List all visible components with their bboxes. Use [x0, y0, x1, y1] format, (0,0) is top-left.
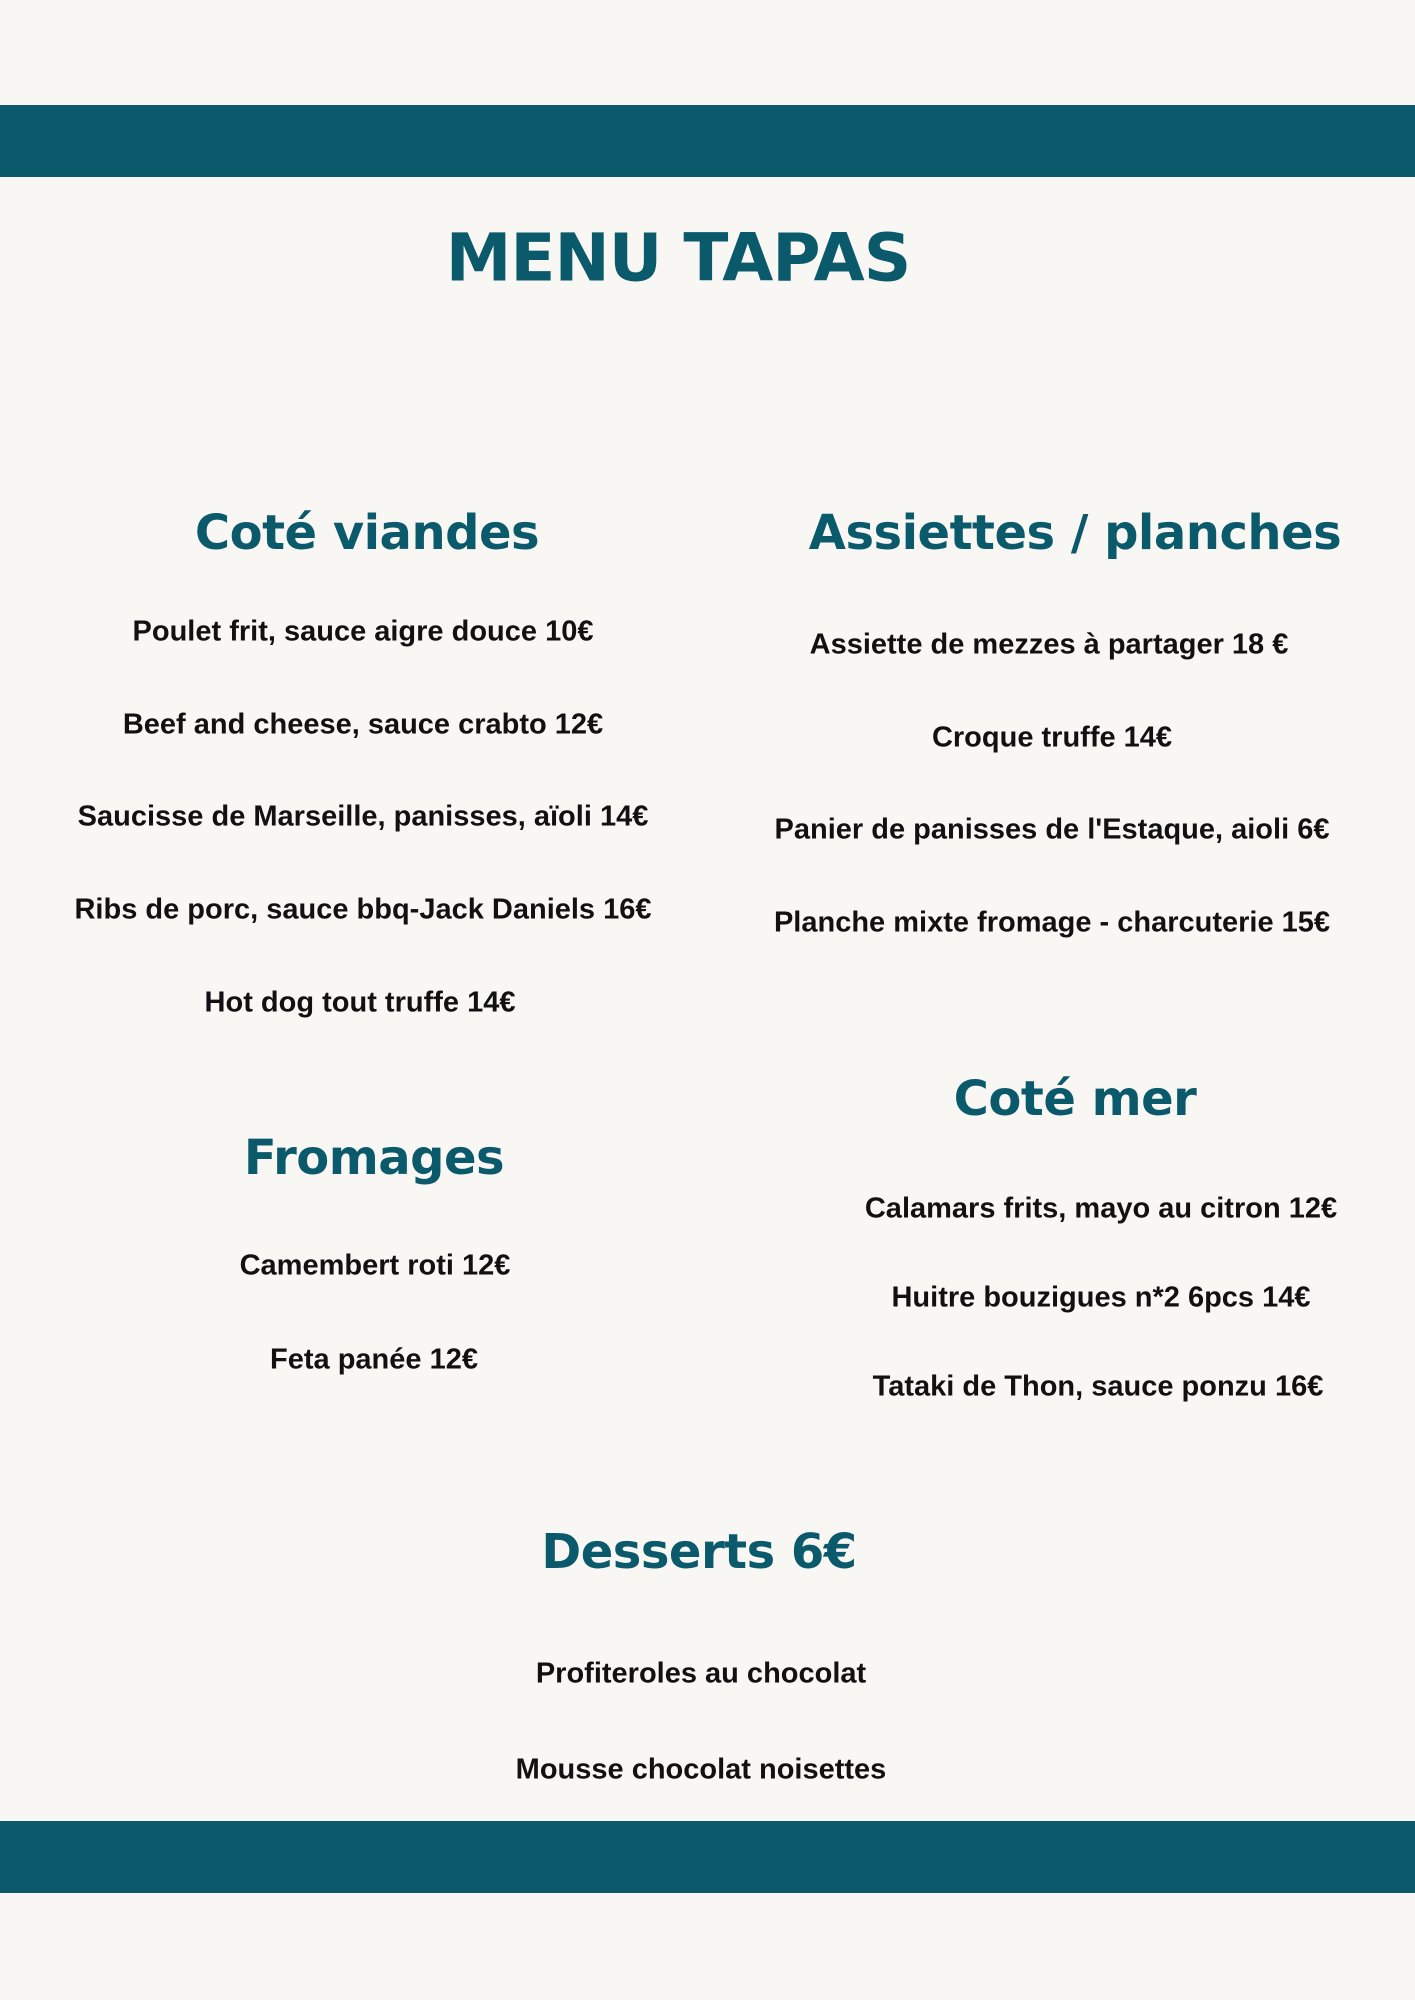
menu-item: Camembert roti 12€: [239, 1249, 511, 1282]
menu-item: Panier de panisses de l'Estaque, aioli 6€: [774, 813, 1330, 846]
top-banner: [0, 105, 1415, 177]
menu-item: Feta panée 12€: [270, 1343, 478, 1376]
menu-item: Tataki de Thon, sauce ponzu 16€: [872, 1370, 1324, 1403]
menu-item: Hot dog tout truffe 14€: [204, 986, 516, 1019]
section-heading-viandes: Coté viandes: [194, 505, 540, 561]
page-title: MENU TAPAS: [445, 219, 911, 297]
menu-item: Croque truffe 14€: [931, 721, 1173, 754]
menu-item: Saucisse de Marseille, panisses, aïoli 14€: [77, 800, 649, 833]
menu-item: Profiteroles au chocolat: [535, 1657, 867, 1690]
menu-item: Huitre bouzigues n*2 6pcs 14€: [891, 1281, 1311, 1314]
menu-item: Beef and cheese, sauce crabto 12€: [122, 708, 604, 741]
section-heading-fromages: Fromages: [243, 1130, 505, 1186]
section-heading-desserts: Desserts 6€: [541, 1524, 857, 1580]
menu-item: Mousse chocolat noisettes: [515, 1753, 887, 1786]
menu-item: Poulet frit, sauce aigre douce 10€: [132, 615, 594, 648]
menu-item: Ribs de porc, sauce bbq-Jack Daniels 16€: [74, 893, 652, 926]
menu-item: Assiette de mezzes à partager 18 €: [809, 628, 1289, 661]
section-heading-mer: Coté mer: [953, 1071, 1197, 1127]
menu-item: Calamars frits, mayo au citron 12€: [864, 1192, 1338, 1225]
menu-item: Planche mixte fromage - charcuterie 15€: [773, 906, 1331, 939]
bottom-banner: [0, 1821, 1415, 1893]
section-heading-assiettes: Assiettes / planches: [808, 505, 1342, 561]
